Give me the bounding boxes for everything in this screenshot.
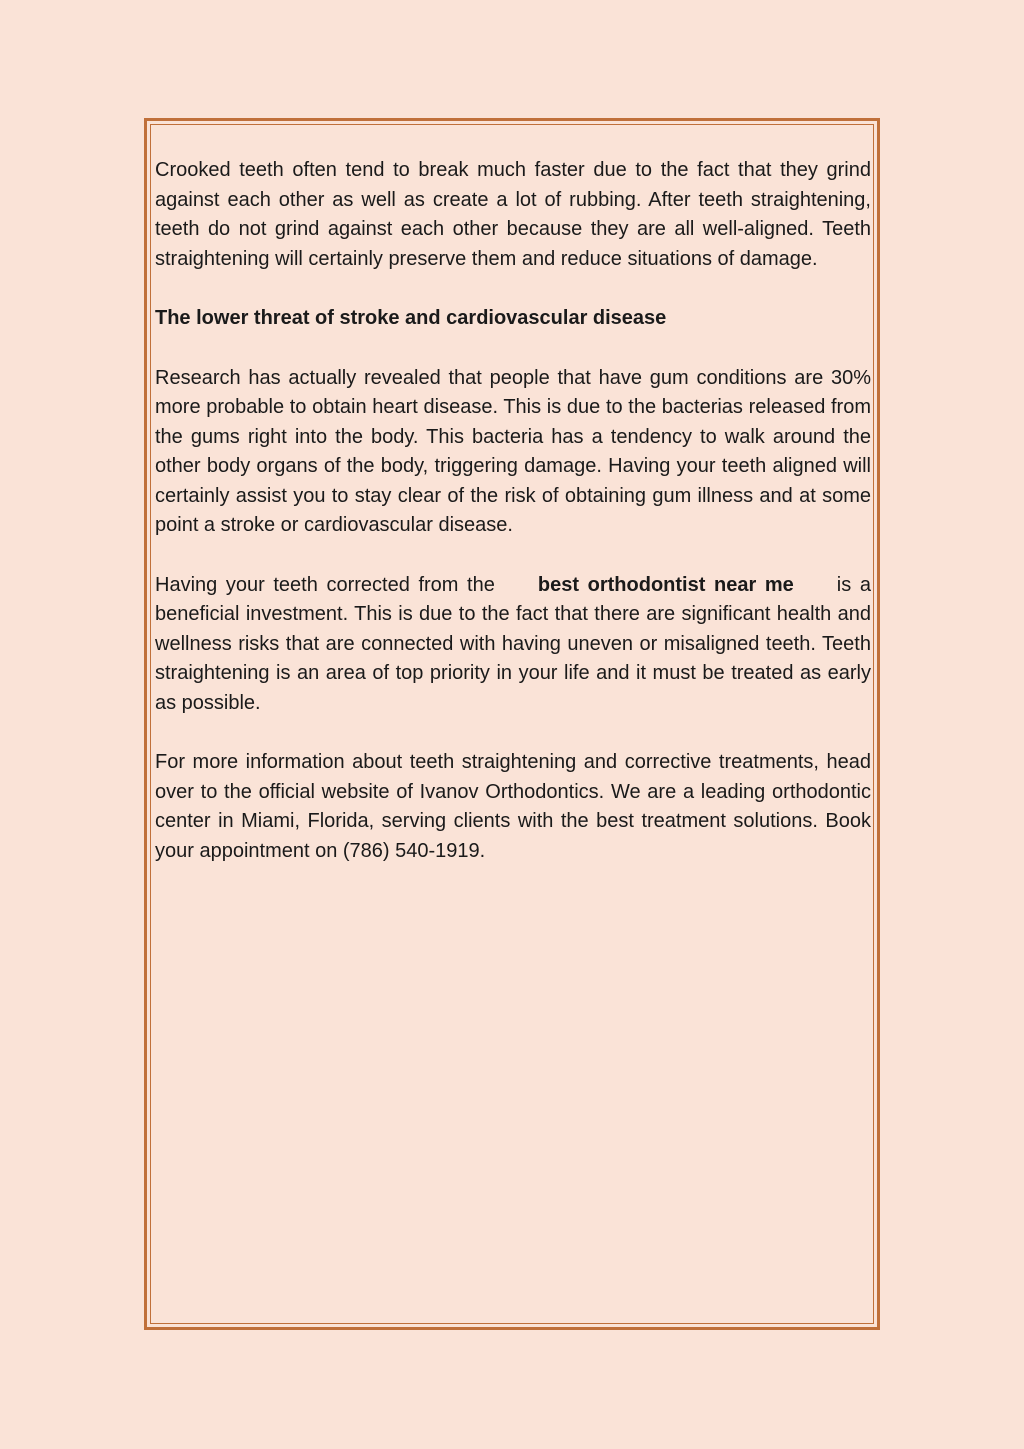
paragraph-orthodontist-lead: Having your teeth corrected from the: [155, 573, 495, 596]
paragraph-orthodontist-rest: is a beneficial investment. This is due to the fact that there are significant health and wellness risks that are connected with having uneven or misaligned teeth. Teeth straightening is an area of top priority in your life and it must be treated as early as possible.: [155, 573, 871, 714]
paragraph-gum-disease: Research has actually revealed that people that have gum conditions are 30% more probable to obtain heart disease. This is due to the bacterias released from the gums right into the body. This bacteria has a tendency to walk around the other body organs of the body, triggering damage. Having your teeth aligned will certainly assist you to stay clear of the risk of obtaining gum illness and at some point a stroke or cardiovascular disease.: [155, 366, 871, 536]
paragraph-orthodontist: [155, 571, 871, 719]
article-body: [155, 156, 871, 896]
orthodontist-link[interactable]: best orthodontist near me: [537, 573, 794, 596]
paragraph-contact-info: For more information about teeth straightening and corrective treatments, head over to the official website of Ivanov Orthodontics. We are a leading orthodontic center in Miami, Florida, serving clients with the best treatment solutions. Book your appointment on (786) 540-1919.: [155, 751, 871, 862]
paragraph-crooked-teeth: Crooked teeth often tend to break much faster due to the fact that they grind against each other as well as create a lot of rubbing. After teeth straightening, teeth do not grind against each other because they are all well-aligned. Teeth straightening will certainly preserve them and reduce situations of damage.: [155, 159, 871, 270]
section-heading-stroke-risk: The lower threat of stroke and cardiovascular disease: [155, 307, 667, 329]
